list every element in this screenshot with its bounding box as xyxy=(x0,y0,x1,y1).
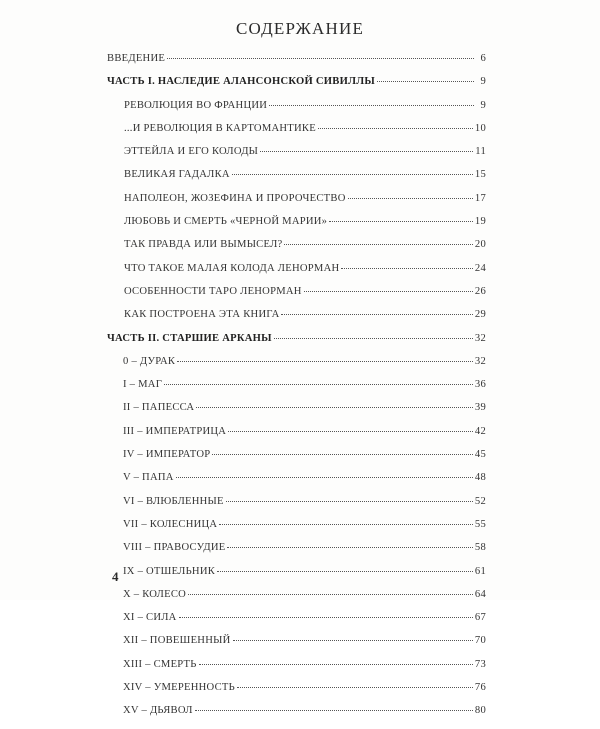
dot-leader xyxy=(233,640,473,641)
toc-entry-label: ЧАСТЬ I. НАСЛЕДИЕ АЛАНСОНСКОЙ СИВИЛЛЫ xyxy=(107,76,376,88)
dot-leader xyxy=(281,314,472,315)
toc-entry-page: 32 xyxy=(474,355,486,367)
toc-entry-page: 10 xyxy=(474,122,486,134)
dot-leader xyxy=(212,454,473,455)
toc-entry-page: 67 xyxy=(474,612,486,624)
dot-leader xyxy=(199,664,473,665)
toc-entry-page: 11 xyxy=(475,146,486,158)
toc-entry[interactable] xyxy=(107,100,486,123)
toc-entry-label: VI – ВЛЮБЛЕННЫЕ xyxy=(123,495,224,507)
toc-entry-page: 24 xyxy=(474,262,486,274)
toc-entry-label: II – ПАПЕССА xyxy=(123,402,195,414)
toc-entry[interactable] xyxy=(107,239,486,262)
dot-leader xyxy=(304,291,473,292)
dot-leader xyxy=(226,501,473,502)
toc-entry[interactable] xyxy=(107,566,486,589)
toc-entry-page: 9 xyxy=(480,76,486,88)
toc-entry-page: 29 xyxy=(474,309,486,321)
toc-entry-page: 42 xyxy=(474,425,486,437)
page-title: СОДЕРЖАНИЕ xyxy=(235,19,365,38)
toc-entry[interactable] xyxy=(107,309,486,332)
toc-entry-label: ЛЮБОВЬ И СМЕРТЬ «ЧЕРНОЙ МАРИИ» xyxy=(124,216,328,228)
toc-entry-page: 20 xyxy=(474,239,486,251)
dot-leader xyxy=(237,687,473,688)
toc-entry[interactable] xyxy=(107,402,486,425)
toc-entry-page: 9 xyxy=(480,99,486,111)
toc-entry-label: VIII – ПРАВОСУДИЕ xyxy=(123,542,226,554)
dot-leader xyxy=(188,594,473,595)
toc-entry-label: ЧТО ТАКОЕ МАЛАЯ КОЛОДА ЛЕНОРМАН xyxy=(124,262,340,274)
toc-entry[interactable] xyxy=(107,519,486,542)
toc-entry[interactable] xyxy=(107,542,486,565)
toc-entry-label: ВВЕДЕНИЕ xyxy=(107,53,166,64)
toc-entry-label: I – МАГ xyxy=(123,379,163,391)
toc-entry-label: ЧАСТЬ II. СТАРШИЕ АРКАНЫ xyxy=(107,332,272,344)
toc-entry[interactable] xyxy=(107,496,486,519)
dot-leader xyxy=(269,105,474,106)
toc-entry-label: 0 – ДУРАК xyxy=(123,355,176,367)
dot-leader xyxy=(177,361,473,362)
toc-entry-page: 52 xyxy=(474,495,486,507)
dot-leader xyxy=(195,710,473,711)
toc-entry-page: 76 xyxy=(474,682,486,694)
toc-entry[interactable] xyxy=(107,356,486,379)
toc-entry-label: РЕВОЛЮЦИЯ ВО ФРАНЦИИ xyxy=(124,99,268,111)
toc-entry-page: 26 xyxy=(474,285,486,297)
toc-entry-page: 39 xyxy=(474,402,486,414)
toc-entry[interactable] xyxy=(107,123,486,146)
dot-leader xyxy=(176,477,473,478)
toc-entry-label: ВЕЛИКАЯ ГАДАЛКА xyxy=(124,169,230,181)
toc-entry-label: XII – ПОВЕШЕННЫЙ xyxy=(123,635,231,647)
dot-leader xyxy=(348,198,473,199)
toc-entry[interactable] xyxy=(107,286,486,309)
toc-entry[interactable] xyxy=(107,193,486,216)
toc-entry-label: X – КОЛЕСО xyxy=(123,588,187,600)
toc-part-1[interactable] xyxy=(107,76,486,99)
toc-entry-page: 45 xyxy=(474,449,486,461)
toc-entry-page: 70 xyxy=(474,635,486,647)
toc-entry-label: ...И РЕВОЛЮЦИЯ В КАРТОМАНТИКЕ xyxy=(124,122,316,134)
dot-leader xyxy=(377,81,474,82)
dot-leader xyxy=(260,151,473,152)
toc-entry-page: 64 xyxy=(474,588,486,600)
toc-entry-page: 48 xyxy=(474,472,486,484)
toc-entry-page: 6 xyxy=(480,53,486,64)
dot-leader xyxy=(164,384,473,385)
toc-entry[interactable] xyxy=(107,216,486,239)
toc-entry[interactable] xyxy=(107,635,486,658)
toc-entry-label: VII – КОЛЕСНИЦА xyxy=(123,518,218,530)
table-of-contents xyxy=(107,53,486,729)
toc-entry[interactable] xyxy=(107,169,486,192)
toc-entry-page: 73 xyxy=(474,658,486,670)
dot-leader xyxy=(274,338,473,339)
toc-entry-page: 32 xyxy=(474,332,486,344)
toc-entry-page: 36 xyxy=(474,379,486,391)
toc-entry-label: XIV – УМЕРЕННОСТЬ xyxy=(123,682,235,694)
dot-leader xyxy=(228,431,473,432)
dot-leader xyxy=(284,244,472,245)
dot-leader xyxy=(227,547,472,548)
toc-entry[interactable] xyxy=(107,612,486,635)
dot-leader xyxy=(179,617,473,618)
toc-entry-label: IX – ОТШЕЛЬНИК xyxy=(123,565,216,577)
toc-entry-label: IV – ИМПЕРАТОР xyxy=(123,449,211,461)
toc-entry[interactable] xyxy=(107,682,486,705)
toc-entry-page: 19 xyxy=(474,216,486,228)
toc-entry-page: 58 xyxy=(474,542,486,554)
toc-entry-page: 15 xyxy=(474,169,486,181)
toc-entry[interactable] xyxy=(107,472,486,495)
dot-leader xyxy=(341,268,473,269)
dot-leader xyxy=(329,221,473,222)
toc-entry-label: НАПОЛЕОН, ЖОЗЕФИНА И ПРОРОЧЕСТВО xyxy=(124,192,346,204)
dot-leader xyxy=(196,407,473,408)
toc-entry-intro[interactable] xyxy=(107,53,486,76)
toc-entry[interactable] xyxy=(107,589,486,612)
toc-entry-label: XI – СИЛА xyxy=(123,612,177,624)
toc-part-2[interactable] xyxy=(107,333,486,356)
toc-entry-page: 17 xyxy=(474,192,486,204)
dot-leader xyxy=(217,571,473,572)
toc-entry[interactable] xyxy=(107,705,486,728)
toc-entry[interactable] xyxy=(107,449,486,472)
toc-entry[interactable] xyxy=(107,263,486,286)
toc-entry[interactable] xyxy=(107,379,486,402)
toc-entry-label: XV – ДЬЯВОЛ xyxy=(123,705,193,717)
toc-entry-label: XIII – СМЕРТЬ xyxy=(123,658,197,670)
dot-leader xyxy=(318,128,473,129)
toc-entry-page: 80 xyxy=(474,705,486,717)
toc-entry-label: ТАК ПРАВДА ИЛИ ВЫМЫСЕЛ? xyxy=(124,239,283,251)
toc-entry-label: V – ПАПА xyxy=(123,472,174,484)
dot-leader xyxy=(167,58,474,59)
dot-leader xyxy=(219,524,473,525)
toc-entry[interactable] xyxy=(107,659,486,682)
toc-entry-label: ЭТТЕЙЛА И ЕГО КОЛОДЫ xyxy=(124,146,259,158)
toc-entry-label: КАК ПОСТРОЕНА ЭТА КНИГА xyxy=(124,309,280,321)
toc-entry-label: ОСОБЕННОСТИ ТАРО ЛЕНОРМАН xyxy=(124,285,302,297)
toc-entry[interactable] xyxy=(107,426,486,449)
toc-entry-page: 61 xyxy=(474,565,486,577)
page-number: 4 xyxy=(112,569,119,584)
toc-entry-page: 55 xyxy=(474,518,486,530)
toc-entry[interactable] xyxy=(107,146,486,169)
dot-leader xyxy=(232,174,473,175)
toc-entry-label: III – ИМПЕРАТРИЦА xyxy=(123,425,227,437)
